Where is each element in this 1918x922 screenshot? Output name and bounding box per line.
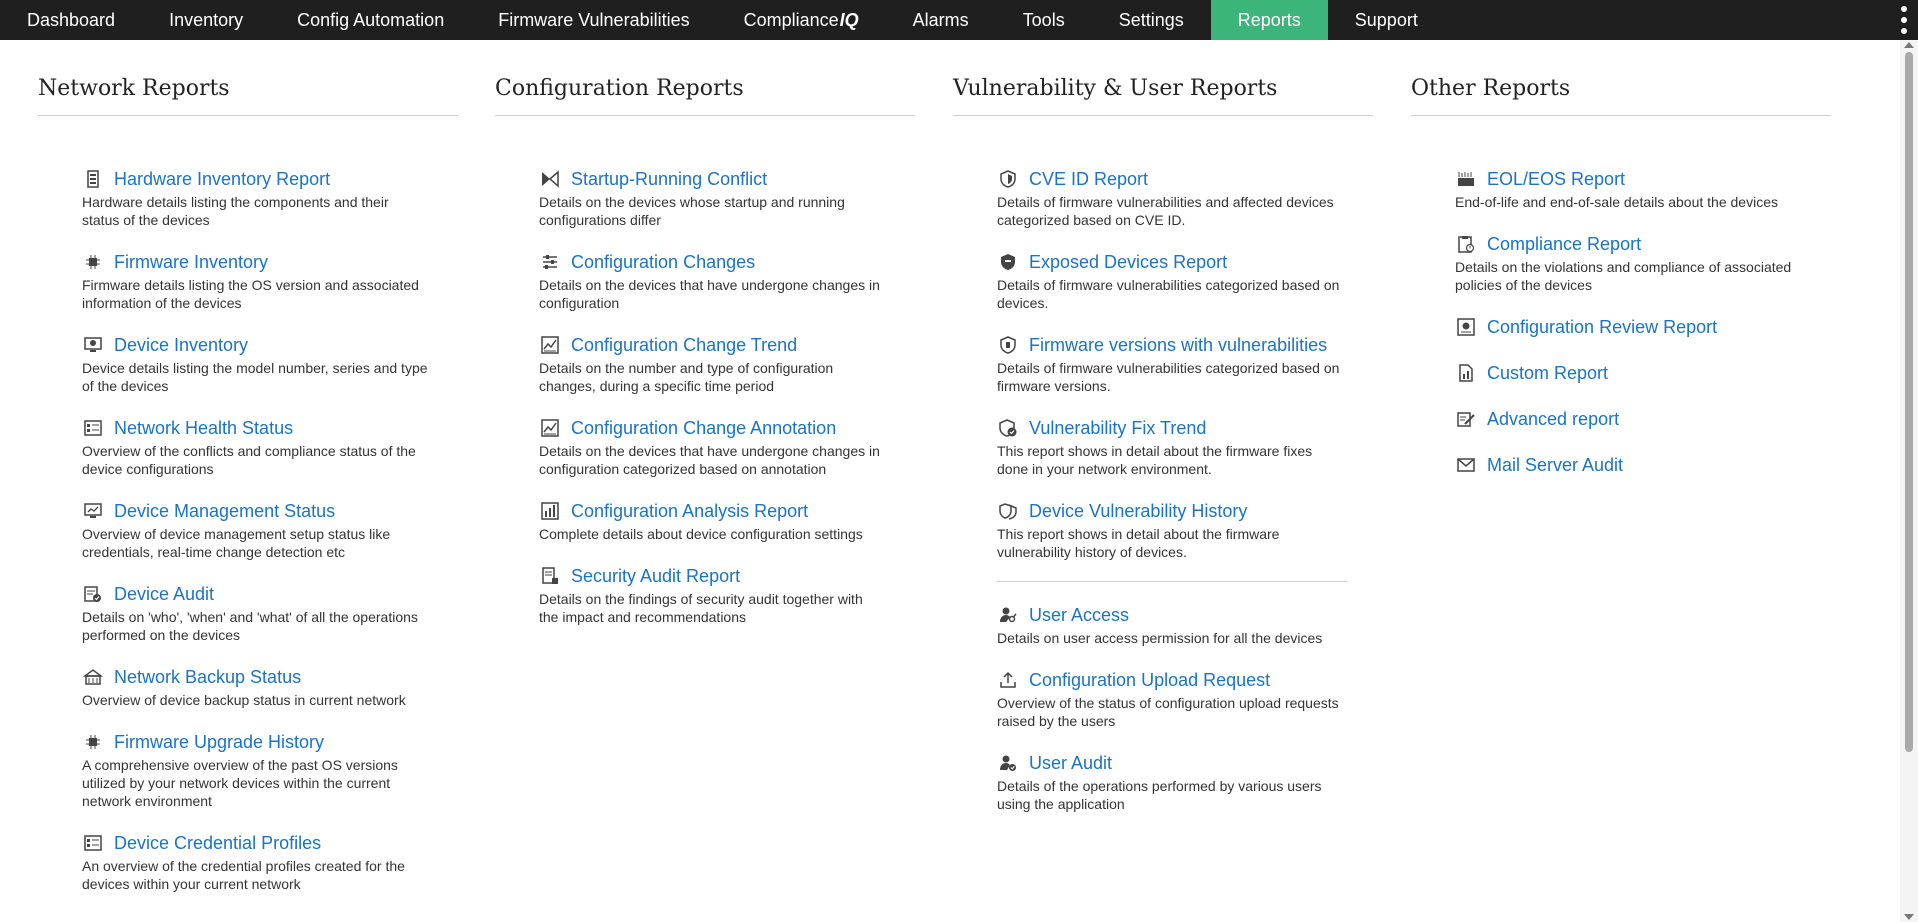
sliders-icon [539, 251, 561, 273]
security-doc-icon [539, 565, 561, 587]
more-menu-icon[interactable] [1900, 6, 1908, 34]
report-description: A comprehensive overview of the past OS versions utilized by your network devices within the current network environment [82, 757, 398, 809]
report-description: This report shows in detail about the firmware fixes done in your network environment. [997, 443, 1313, 477]
report-link-configuration-upload-request[interactable]: Configuration Upload Request [1029, 669, 1271, 690]
clipboard-icon [1455, 233, 1477, 255]
report-item-configuration-change-trend [539, 332, 885, 395]
report-item-head [1455, 231, 1801, 257]
report-description: Device details listing the model number, series and type of the devices [82, 360, 428, 394]
report-item-head [82, 729, 428, 755]
report-item-head [997, 667, 1343, 693]
report-item-configuration-change-annotation [539, 415, 885, 478]
report-description: Details on the violations and compliance of associated policies of the devices [1455, 259, 1792, 293]
conflict-icon [539, 168, 561, 190]
report-link-vulnerability-fix-trend[interactable]: Vulnerability Fix Trend [1029, 417, 1207, 438]
report-link-firmware-upgrade-history[interactable]: Firmware Upgrade History [114, 731, 325, 752]
trend-icon [539, 334, 561, 356]
report-list [953, 116, 1343, 813]
report-item-head [539, 415, 885, 441]
eol-icon [1455, 168, 1477, 190]
report-description: End-of-life and end-of-sale details about the devices [1455, 194, 1778, 210]
upload-icon [997, 669, 1019, 691]
report-link-configuration-changes[interactable]: Configuration Changes [571, 251, 756, 272]
report-description: Details on the devices whose startup and running configurations differ [539, 194, 845, 228]
report-item-advanced-report [1455, 406, 1801, 432]
report-item-head [82, 664, 428, 690]
report-link-custom-report[interactable]: Custom Report [1487, 362, 1609, 383]
backup-icon [82, 666, 104, 688]
report-item-head [82, 581, 428, 607]
report-item-head [82, 332, 428, 358]
report-item-head [997, 166, 1343, 192]
other-reports-column [1411, 76, 1831, 498]
shield-stack-icon [997, 500, 1019, 522]
report-description: Details of firmware vulnerabilities and affected devices categorized based on CVE ID. [997, 194, 1334, 228]
scroll-thumb[interactable] [1905, 52, 1913, 752]
report-description: This report shows in detail about the firmware vulnerability history of devices. [997, 526, 1280, 560]
column-title: Other Reports [1411, 76, 1831, 116]
report-link-network-backup-status[interactable]: Network Backup Status [114, 666, 302, 687]
report-link-startup-running-conflict[interactable]: Startup-Running Conflict [571, 168, 768, 189]
chip-icon [82, 251, 104, 273]
report-item-user-audit [997, 750, 1343, 813]
report-item-configuration-upload-request [997, 667, 1343, 730]
report-item-head [1455, 452, 1801, 478]
report-item-head [539, 563, 885, 589]
shield-chip-icon [997, 334, 1019, 356]
report-description: Overview of device backup status in current network [82, 692, 406, 708]
report-link-device-credential-profiles[interactable]: Device Credential Profiles [114, 832, 322, 853]
shield-icon [997, 168, 1019, 190]
nav-reports[interactable]: Reports [1211, 0, 1328, 40]
report-link-exposed-devices-report[interactable]: Exposed Devices Report [1029, 251, 1228, 272]
report-link-firmware-versions-with-vulnerabilities[interactable]: Firmware versions with vulnerabilities [1029, 334, 1328, 355]
report-item-network-backup-status [82, 664, 428, 709]
report-item-head [82, 249, 428, 275]
report-link-configuration-review-report[interactable]: Configuration Review Report [1487, 316, 1718, 337]
report-link-device-inventory[interactable]: Device Inventory [114, 334, 249, 355]
report-item-head [997, 249, 1343, 275]
report-item-head [82, 830, 428, 856]
report-item-configuration-analysis-report [539, 498, 885, 543]
report-link-device-vulnerability-history[interactable]: Device Vulnerability History [1029, 500, 1248, 521]
report-item-firmware-inventory [82, 249, 428, 312]
report-link-user-access[interactable]: User Access [1029, 604, 1130, 625]
vulnerability-user-reports-column [953, 76, 1373, 833]
report-item-hardware-inventory-report [82, 166, 428, 229]
section-divider [997, 581, 1347, 582]
report-item-head [997, 498, 1343, 524]
report-item-configuration-review-report [1455, 314, 1801, 340]
report-link-configuration-analysis-report[interactable]: Configuration Analysis Report [571, 500, 809, 521]
report-item-device-management-status [82, 498, 428, 561]
report-item-head [539, 166, 885, 192]
report-description: Details on user access permission for all the devices [997, 630, 1323, 646]
report-link-hardware-inventory-report[interactable]: Hardware Inventory Report [114, 168, 331, 189]
report-item-configuration-changes [539, 249, 885, 312]
report-item-startup-running-conflict [539, 166, 885, 229]
column-title: Network Reports [38, 76, 458, 116]
report-description: Details on the number and type of configuration changes, during a specific time period [539, 360, 834, 394]
report-item-vulnerability-fix-trend [997, 415, 1343, 478]
report-item-device-credential-profiles [82, 830, 428, 893]
report-link-device-audit[interactable]: Device Audit [114, 583, 215, 604]
report-item-device-vulnerability-history [997, 498, 1343, 561]
configuration-reports-column [495, 76, 915, 646]
report-list [495, 116, 885, 626]
nav-compliance-iq[interactable]: Compliance IQ [743, 9, 859, 30]
report-link-compliance-report[interactable]: Compliance Report [1487, 233, 1642, 254]
checklist-icon [82, 417, 104, 439]
report-link-configuration-change-trend[interactable]: Configuration Change Trend [571, 334, 798, 355]
report-item-mail-server-audit [1455, 452, 1801, 478]
monitor-icon [82, 334, 104, 356]
report-item-head [82, 498, 428, 524]
report-item-custom-report [1455, 360, 1801, 386]
report-item-head [1455, 166, 1801, 192]
report-item-head [1455, 360, 1801, 386]
nav-support[interactable]: Support [1354, 9, 1418, 30]
nav-tools[interactable]: Tools [1022, 9, 1065, 30]
custom-doc-icon [1455, 362, 1477, 384]
report-link-user-audit[interactable]: User Audit [1029, 752, 1113, 773]
shield-check-icon [997, 417, 1019, 439]
nav-settings[interactable]: Settings [1118, 9, 1184, 30]
report-item-head [539, 498, 885, 524]
report-description: Details on 'who', 'when' and 'what' of all the operations performed on the devices [82, 609, 418, 643]
network-reports-column [38, 76, 458, 913]
report-item-cve-id-report [997, 166, 1343, 229]
report-item-firmware-upgrade-history [82, 729, 428, 810]
report-item-head [539, 332, 885, 358]
review-icon [1455, 316, 1477, 338]
report-link-firmware-inventory[interactable]: Firmware Inventory [114, 251, 269, 272]
report-link-security-audit-report[interactable]: Security Audit Report [571, 565, 741, 586]
report-link-advanced-report[interactable]: Advanced report [1487, 408, 1620, 429]
report-item-head [539, 249, 885, 275]
report-item-eol-eos-report [1455, 166, 1801, 211]
report-description: Details of firmware vulnerabilities categorized based on devices. [997, 277, 1340, 311]
report-description: An overview of the credential profiles created for the devices within your current network [82, 858, 405, 892]
report-item-compliance-report [1455, 231, 1801, 294]
report-item-head [997, 415, 1343, 441]
column-title: Configuration Reports [495, 76, 915, 116]
nav-alarms[interactable]: Alarms [912, 9, 969, 30]
nav-inventory[interactable]: Inventory [169, 9, 244, 30]
vertical-scrollbar[interactable] [1900, 40, 1918, 922]
scroll-down-icon[interactable] [1904, 914, 1914, 920]
report-item-head [82, 415, 428, 441]
report-description: Overview of the status of configuration upload requests raised by the users [997, 695, 1339, 729]
report-description: Overview of device management setup status like credentials, real-time change detection etc [82, 526, 391, 560]
report-description: Details on the devices that have undergone changes in configuration [539, 277, 880, 311]
report-description: Details on the devices that have undergone changes in configuration categorized based on annotation [539, 443, 880, 477]
report-list [1411, 116, 1801, 478]
top-nav [0, 0, 1918, 40]
report-item-head [997, 602, 1343, 628]
checklist-icon [82, 832, 104, 854]
user-check-icon [997, 752, 1019, 774]
report-description: Firmware details listing the OS version and associated information of the devices [82, 277, 419, 311]
analysis-icon [539, 500, 561, 522]
chip-icon [82, 731, 104, 753]
audit-icon [82, 583, 104, 605]
report-description: Details on the findings of security audit together with the impact and recommendations [539, 591, 863, 625]
report-link-network-health-status[interactable]: Network Health Status [114, 417, 294, 438]
report-item-security-audit-report [539, 563, 885, 626]
nav-firmware-vulnerabilities[interactable]: Firmware Vulnerabilities [498, 9, 690, 30]
trend-icon [539, 417, 561, 439]
report-item-network-health-status [82, 415, 428, 478]
report-item-head [1455, 314, 1801, 340]
report-item-device-audit [82, 581, 428, 644]
scroll-up-icon[interactable] [1904, 42, 1914, 48]
report-item-head [1455, 406, 1801, 432]
report-link-configuration-change-annotation[interactable]: Configuration Change Annotation [571, 417, 837, 438]
hardware-icon [82, 168, 104, 190]
reports-content [0, 40, 1900, 922]
shield-filled-icon [997, 251, 1019, 273]
report-link-cve-id-report[interactable]: CVE ID Report [1029, 168, 1149, 189]
report-item-user-access [997, 602, 1343, 647]
report-description: Hardware details listing the components and their status of the devices [82, 194, 389, 228]
report-list [38, 116, 428, 893]
report-link-eol-eos-report[interactable]: EOL/EOS Report [1487, 168, 1626, 189]
monitor-chart-icon [82, 500, 104, 522]
nav-dashboard[interactable]: Dashboard [27, 9, 116, 30]
report-item-head [997, 332, 1343, 358]
advanced-icon [1455, 408, 1477, 430]
report-item-head [997, 750, 1343, 776]
column-title: Vulnerability & User Reports [953, 76, 1373, 116]
report-item-device-inventory [82, 332, 428, 395]
report-description: Complete details about device configuration settings [539, 526, 863, 542]
report-description: Overview of the conflicts and compliance status of the device configurations [82, 443, 416, 477]
report-link-mail-server-audit[interactable]: Mail Server Audit [1487, 454, 1624, 475]
report-item-exposed-devices-report [997, 249, 1343, 312]
report-link-device-management-status[interactable]: Device Management Status [114, 500, 336, 521]
report-description: Details of firmware vulnerabilities categorized based on firmware versions. [997, 360, 1340, 394]
user-key-icon [997, 604, 1019, 626]
nav-config-automation[interactable]: Config Automation [297, 9, 445, 30]
report-item-firmware-versions-with-vulnerabilities [997, 332, 1343, 395]
report-description: Details of the operations performed by various users using the application [997, 778, 1322, 812]
report-item-head [82, 166, 428, 192]
mail-icon [1455, 454, 1477, 476]
